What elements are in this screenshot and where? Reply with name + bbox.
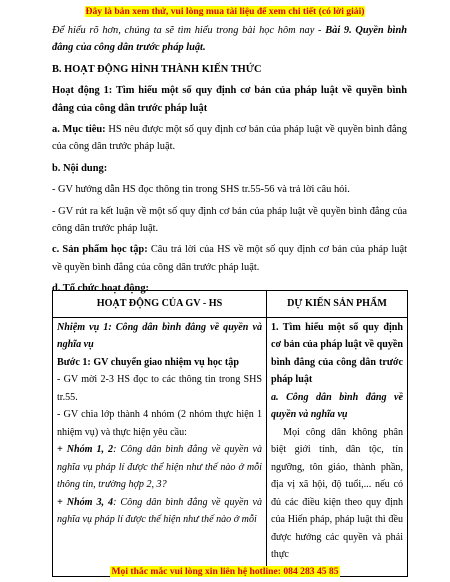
content-item: - GV hướng dẫn HS đọc thông tin trong SHS tr.55-56 và trả lời câu hỏi.	[52, 184, 350, 196]
group-34-task: + Nhóm 3, 4: Công dân bình đẳng về quyền và nghĩa vụ pháp lí được thể hiện như thế nào ở mỗi	[57, 496, 262, 525]
document-body	[52, 22, 407, 298]
section-b-heading: B. HOẠT ĐỘNG HÌNH THÀNH KIẾN THỨC	[52, 63, 262, 75]
table-header-product: DỰ KIẾN SẢN PHẨM	[267, 291, 408, 318]
product-subheading: a. Công dân bình đẳng về quyền và nghĩa vụ	[271, 391, 403, 420]
step-title: Bước 1: GV chuyển giao nhiệm vụ học tập	[57, 356, 239, 368]
teacher-activity-cell	[53, 317, 267, 576]
activity-table	[52, 290, 408, 577]
preview-banner: Đây là bản xem thử, vui lòng mua tài liệu để xem chi tiết (có lời giải)	[85, 6, 365, 17]
task-title: Nhiệm vụ 1: Công dân bình đẳng về quyền và nghĩa vụ	[57, 321, 262, 350]
product-heading: 1. Tìm hiểu một số quy định cơ bản của pháp luật về quyền bình đẳng của công dân trước pháp luật	[271, 321, 403, 385]
table-row	[53, 317, 408, 576]
content-item: - GV rút ra kết luận về một số quy định cơ bản của pháp luật về quyền bình đẳng của công dân trước pháp luật.	[52, 205, 407, 235]
expected-product-cell	[267, 317, 408, 576]
lesson-title: Bài 9. Quyền bình đẳng của công dân trước pháp luật.	[52, 25, 408, 54]
content-heading: b. Nội dung:	[52, 162, 108, 174]
hotline-footer: Mọi thắc mắc vui lòng xin liên hệ hotline: 084 283 45 85	[111, 566, 339, 577]
organization-heading: d. Tổ chức hoạt động:	[52, 283, 149, 295]
product-paragraph: c. Sản phẩm học tập: Câu trả lời của HS về một số quy định cơ bản của pháp luật về quyền bình đẳng của công dân trước pháp luật.	[52, 244, 407, 273]
instruction-line: - GV mời 2-3 HS đọc to các thông tin trong SHS tr.55.	[57, 374, 262, 403]
objective-paragraph: a. Mục tiêu: HS nêu được một số quy định cơ bản của pháp luật về quyền bình đẳng của công dân trước pháp luật.	[52, 124, 408, 153]
table-header-teacher: HOẠT ĐỘNG CỦA GV - HS	[53, 291, 267, 318]
group-12-task: + Nhóm 1, 2: Công dân bình đẳng về quyền và nghĩa vụ pháp lí được thể hiện như thế nào ở mỗi thông tin, trường hợp 2, 3?	[57, 444, 262, 490]
instruction-line: - GV chia lớp thành 4 nhóm (2 nhóm thực hiện 1 nhiệm vụ) và thực hiện yêu cầu:	[57, 409, 262, 438]
product-text: Mọi công dân không phân biệt giới tính, dân tộc, tín ngưỡng, tôn giáo, thành phần, địa vị xã hội, độ tuổi,... nếu có đủ các điều kiện theo quy định của Hiến pháp, pháp luật thì đều được hưởng các quyền và phải thực	[271, 426, 403, 560]
intro-paragraph: Để hiểu rõ hơn, chúng ta sẽ tìm hiểu trong bài học hôm nay - Bài 9. Quyền bình đẳng của công dân trước pháp luật.	[52, 25, 408, 54]
activity-1-title: Hoạt động 1: Tìm hiểu một số quy định cơ bản của pháp luật về quyền bình đẳng của công dân trước pháp luật	[52, 85, 407, 114]
